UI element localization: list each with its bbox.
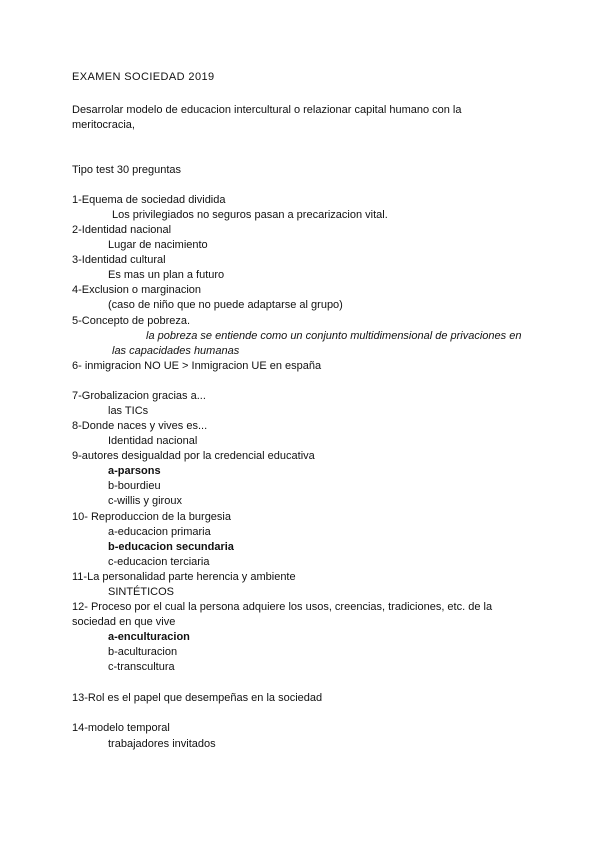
- question-9: 9-autores desigualdad por la credencial educativa: [72, 450, 315, 462]
- question-12-line-1: 12- Proceso por el cual la persona adquiere los usos, creencias, tradiciones, etc. de la: [72, 601, 493, 613]
- question-13: 13-Rol es el papel que desempeñas en la sociedad: [72, 692, 323, 704]
- answer-4: (caso de niño que no puede adaptarse al grupo): [108, 299, 343, 311]
- question-14: 14-modelo temporal: [72, 722, 170, 734]
- answer-5-line-1: la pobreza se entiende como un conjunto multidimensional de privaciones en: [146, 330, 522, 342]
- question-5: 5-Concepto de pobreza.: [72, 315, 191, 327]
- answer-3: Es mas un plan a futuro: [108, 269, 225, 281]
- answer-8: Identidad nacional: [108, 435, 198, 447]
- exam-title: EXAMEN SOCIEDAD 2019: [72, 71, 215, 83]
- question-4: 4-Exclusion o marginacion: [72, 284, 202, 296]
- option-12a: a-enculturacion: [108, 631, 190, 643]
- question-11: 11-La personalidad parte herencia y ambiente: [72, 571, 296, 583]
- question-3: 3-Identidad cultural: [72, 254, 166, 266]
- option-9b: b-bourdieu: [108, 480, 161, 492]
- option-10b: b-educacion secundaria: [108, 541, 234, 553]
- answer-1: Los privilegiados no seguros pasan a precarizacion vital.: [112, 209, 388, 221]
- question-8: 8-Donde naces y vives es...: [72, 420, 208, 432]
- question-2: 2-Identidad nacional: [72, 224, 172, 236]
- intro-line-2: meritocracia,: [72, 119, 135, 131]
- intro-line-1: Desarrolar modelo de educacion intercultural o relazionar capital humano con la: [72, 104, 462, 116]
- option-12c: c-transcultura: [108, 661, 175, 673]
- option-9c: c-willis y giroux: [108, 495, 182, 507]
- question-10: 10- Reproduccion de la burgesia: [72, 511, 231, 523]
- option-10c: c-educacion terciaria: [108, 556, 210, 568]
- option-10a: a-educacion primaria: [108, 526, 211, 538]
- question-1: 1-Equema de sociedad dividida: [72, 194, 226, 206]
- answer-5-line-2: las capacidades humanas: [112, 345, 240, 357]
- answer-2: Lugar de nacimiento: [108, 239, 208, 251]
- question-12-line-2: sociedad en que vive: [72, 616, 176, 628]
- option-9a: a-parsons: [108, 465, 161, 477]
- test-info: Tipo test 30 preguntas: [72, 164, 182, 176]
- answer-7: las TICs: [108, 405, 149, 417]
- question-7: 7-Grobalizacion gracias a...: [72, 390, 206, 402]
- answer-14: trabajadores invitados: [108, 738, 216, 750]
- question-6: 6- inmigracion NO UE > Inmigracion UE en españa: [72, 360, 322, 372]
- option-12b: b-aculturacion: [108, 646, 178, 658]
- answer-11: SINTÉTICOS: [108, 586, 175, 598]
